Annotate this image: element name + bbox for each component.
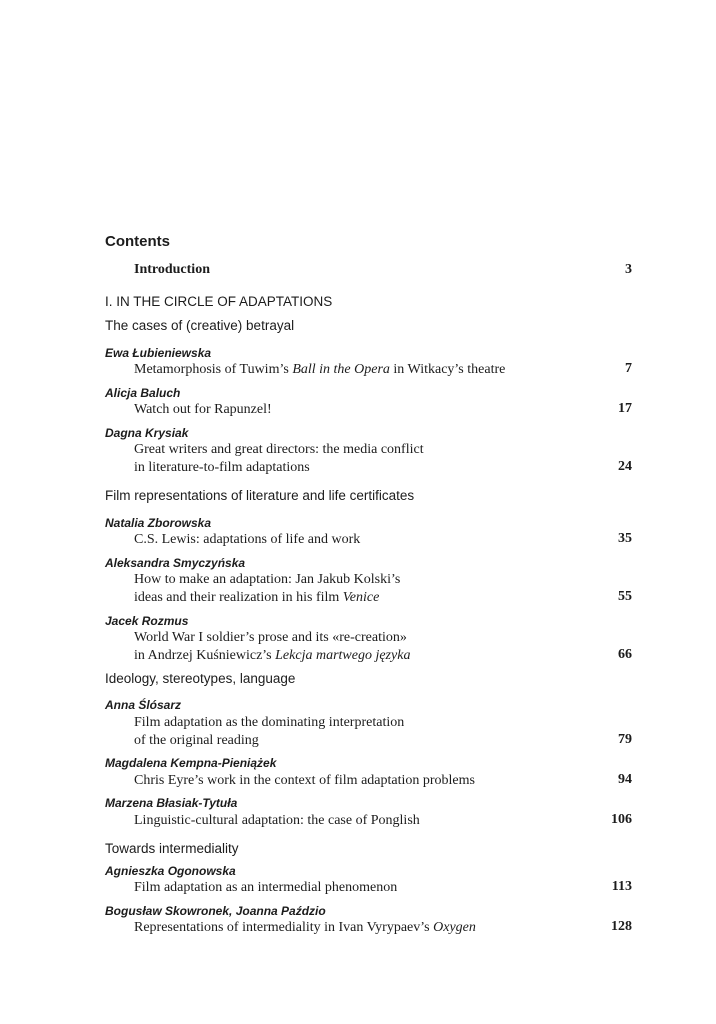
entry-author: Bogusław Skowronek, Joanna Paździo <box>105 904 326 918</box>
entry-author: Agnieszka Ogonowska <box>105 864 236 878</box>
section-heading: Ideology, stereotypes, language <box>105 671 296 686</box>
entry-page-number: 94 <box>618 772 632 787</box>
entry-page-number: 128 <box>611 919 632 934</box>
entry-author: Marzena Błasiak-Tytuła <box>105 796 238 810</box>
entry-author: Alicja Baluch <box>105 386 181 400</box>
introduction-title: Introduction <box>134 262 210 277</box>
entry-title-line2: ideas and their realization in his film Venice <box>134 590 380 605</box>
entry-title-line2: in literature-to-film adaptations <box>134 460 310 475</box>
entry-page-number: 7 <box>625 361 632 376</box>
entry-page-number: 79 <box>618 732 632 747</box>
entry-title: Representations of intermediality in Ivan Vyrypaev’s Oxygen <box>134 920 476 935</box>
entry-title-italic: Lekcja martwego języka <box>275 648 411 663</box>
entry-title-line2: in Andrzej Kuśniewicz’s Lekcja martwego języka <box>134 648 411 663</box>
entry-title-line1: How to make an adaptation: Jan Jakub Kolski’s <box>134 572 401 587</box>
entry-title: Watch out for Rapunzel! <box>134 402 272 417</box>
entry-author: Jacek Rozmus <box>105 614 189 628</box>
entry-title-line1: World War I soldier’s prose and its «re-creation» <box>134 630 407 645</box>
entry-page-number: 17 <box>618 401 632 416</box>
entry-author: Magdalena Kempna-Pieniążek <box>105 756 277 770</box>
section-heading: The cases of (creative) betrayal <box>105 318 295 333</box>
entry-page-number: 24 <box>618 459 632 474</box>
introduction-page-number: 3 <box>625 262 632 277</box>
entry-title-italic: Oxygen <box>433 920 476 935</box>
entry-title-line2: of the original reading <box>134 733 259 748</box>
section-heading: Towards intermediality <box>105 841 239 856</box>
entry-page-number: 113 <box>611 879 632 894</box>
entry-title: C.S. Lewis: adaptations of life and work <box>134 532 361 547</box>
entry-author: Anna Ślósarz <box>105 698 182 712</box>
entry-page-number: 35 <box>618 531 632 546</box>
entry-title: Metamorphosis of Tuwim’s Ball in the Opera in Witkacy’s theatre <box>134 362 506 377</box>
contents-heading: Contents <box>105 233 170 250</box>
part-heading: I. IN THE CIRCLE OF ADAPTATIONS <box>105 294 333 309</box>
entry-page-number: 66 <box>618 647 632 662</box>
entry-author: Dagna Krysiak <box>105 426 189 440</box>
entry-page-number: 106 <box>611 812 632 827</box>
entry-title-line1: Film adaptation as the dominating interpretation <box>134 715 405 730</box>
entry-page-number: 55 <box>618 589 632 604</box>
section-heading: Film representations of literature and life certificates <box>105 488 415 503</box>
entry-title: Film adaptation as an intermedial phenomenon <box>134 880 398 895</box>
entry-title: Linguistic-cultural adaptation: the case of Ponglish <box>134 813 420 828</box>
entry-title-line1: Great writers and great directors: the media conflict <box>134 442 424 457</box>
entry-author: Ewa Łubieniewska <box>105 346 212 360</box>
entry-author: Natalia Zborowska <box>105 516 212 530</box>
entry-title-italic: Venice <box>342 590 380 605</box>
entry-title-italic: Ball in the Opera <box>292 362 390 377</box>
entry-title: Chris Eyre’s work in the context of film adaptation problems <box>134 773 475 788</box>
entry-author: Aleksandra Smyczyńska <box>105 556 246 570</box>
